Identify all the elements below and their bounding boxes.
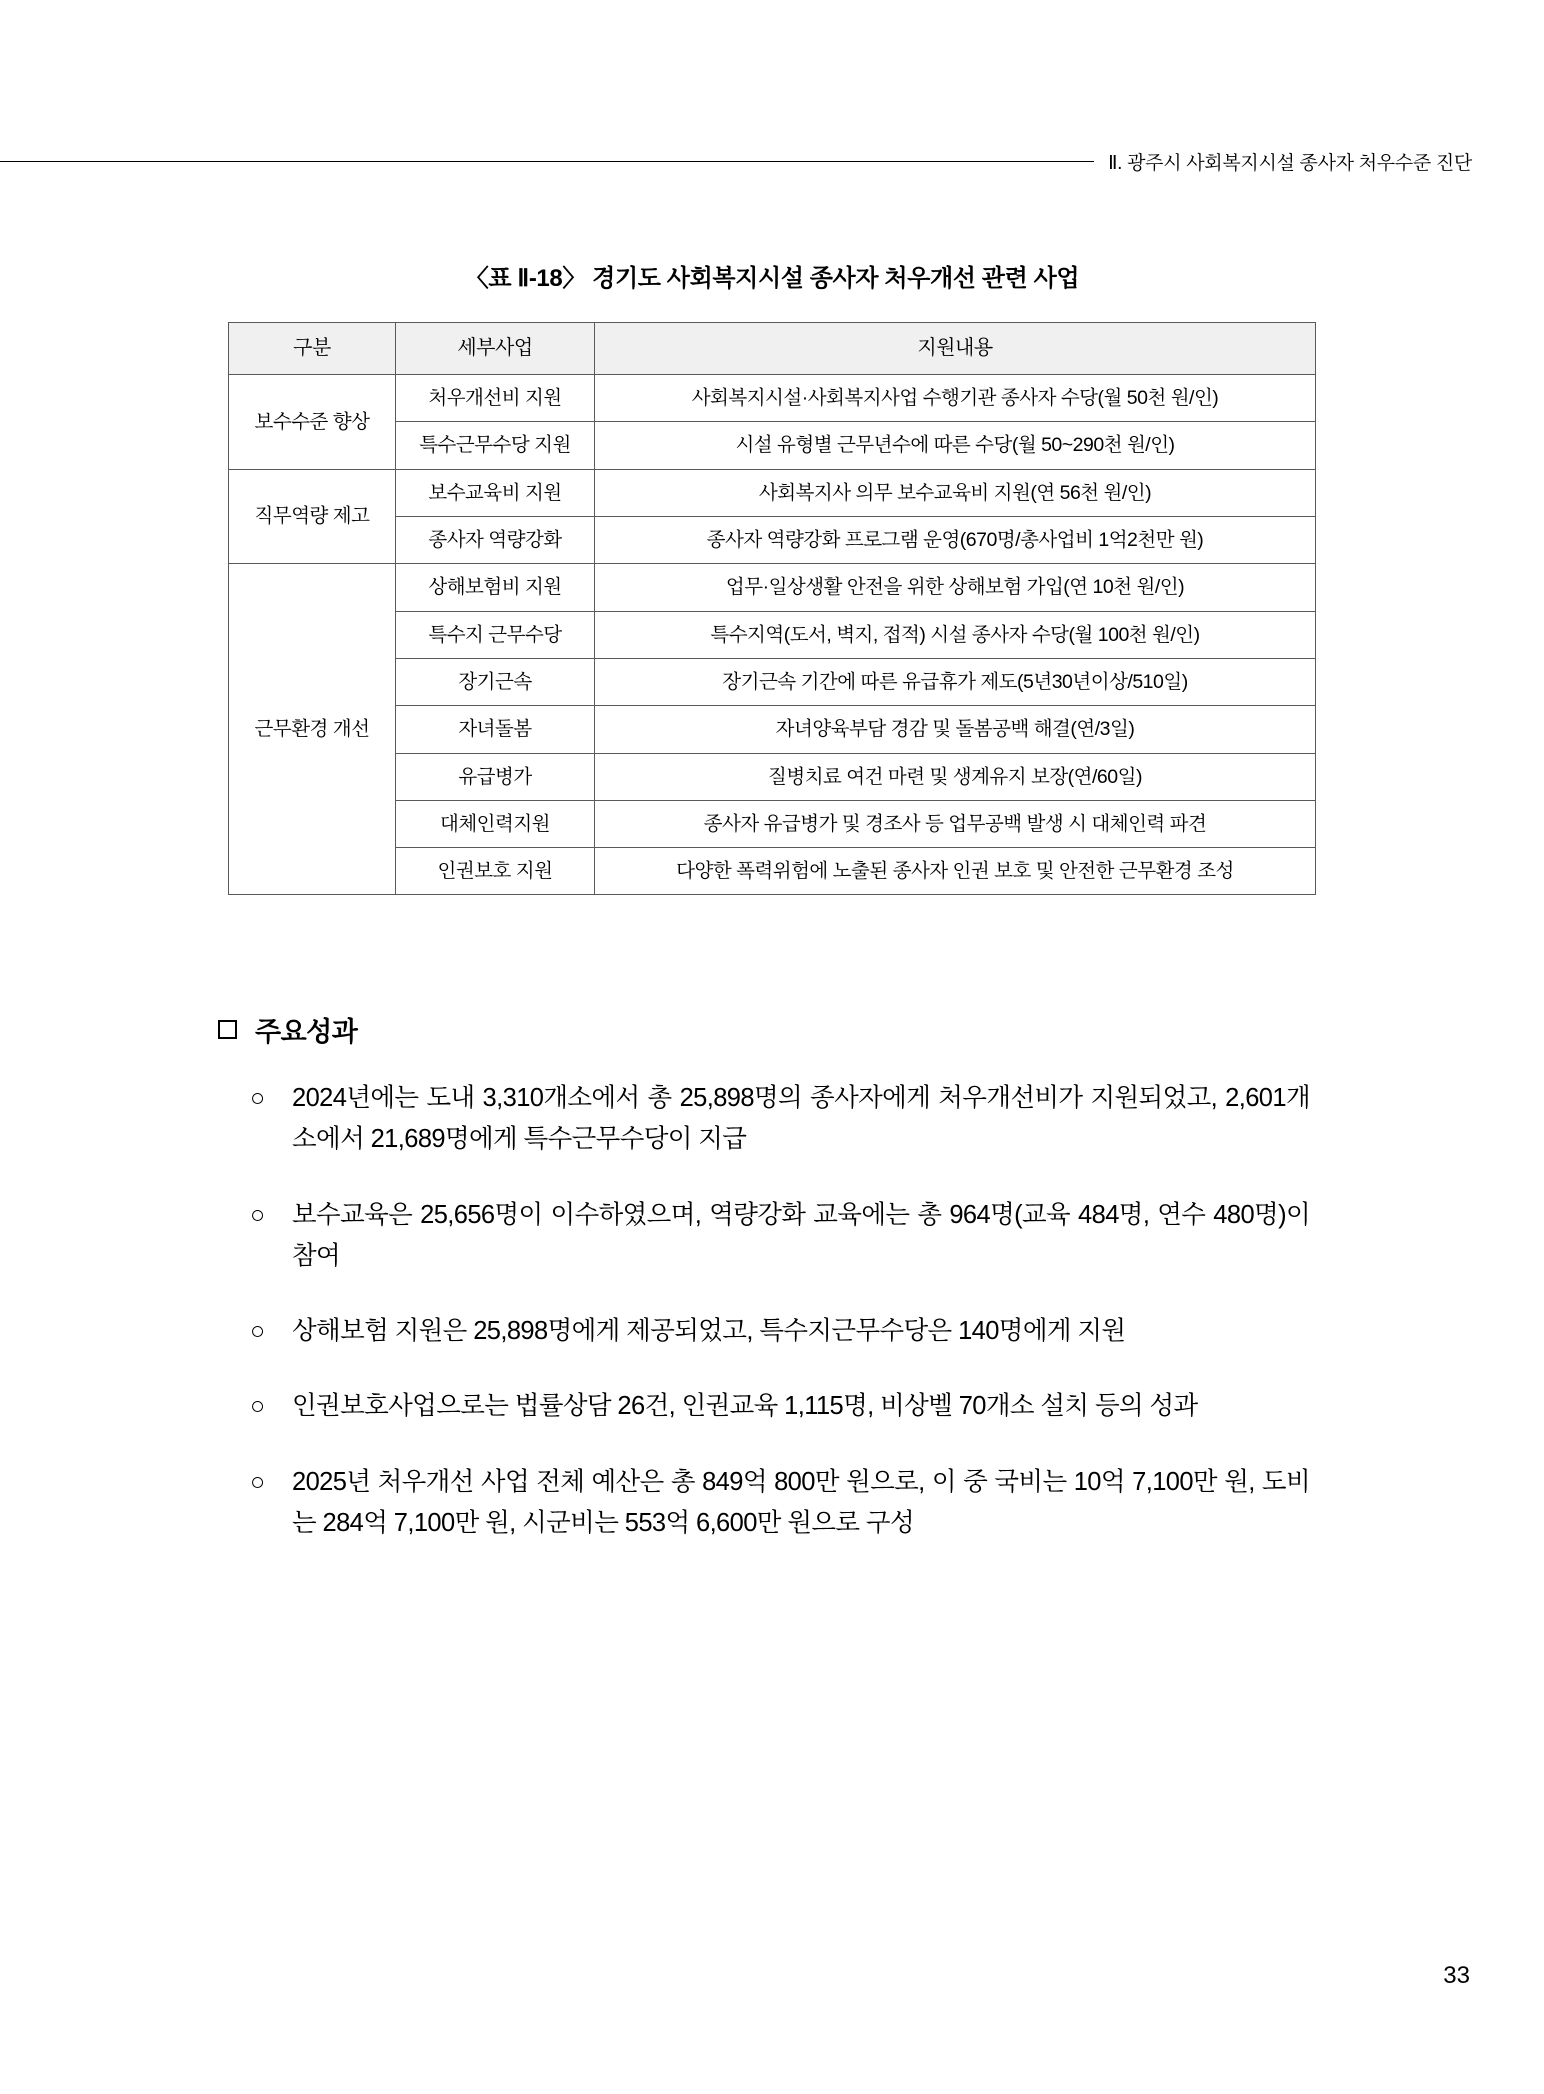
circle-bullet-icon: ○ [250,1392,266,1421]
table-row [229,375,1316,422]
support-detail: 질병치료 여건 마련 및 생계유지 보장(연/60일) [595,753,1316,800]
subprogram-name: 대체인력지원 [396,800,595,847]
support-detail: 사회복지사 의무 보수교육비 지원(연 56천 원/인) [595,469,1316,516]
list-item [250,1078,1310,1161]
section-heading [218,1010,357,1049]
support-detail: 종사자 역량강화 프로그램 운영(670명/총사업비 1억2천만 원) [595,516,1316,563]
table-header-row [229,323,1316,375]
support-detail: 다양한 폭력위험에 노출된 종사자 인권 보호 및 안전한 근무환경 조성 [595,848,1316,895]
group-label: 근무환경 개선 [229,564,396,895]
list-item-text: 보수교육은 25,656명이 이수하였으며, 역량강화 교육에는 총 964명(교육 484명, 연수 480명)이 참여 [292,1200,1310,1270]
list-item [250,1386,1310,1427]
list-item-text: 상해보험 지원은 25,898명에게 제공되었고, 특수지근무수당은 140명에게 지원 [292,1317,1126,1346]
column-header-subprogram: 세부사업 [396,323,595,375]
table-row [229,564,1316,611]
support-detail: 업무·일상생활 안전을 위한 상해보험 가입(연 10천 원/인) [595,564,1316,611]
column-header-support-detail: 지원내용 [595,323,1316,375]
support-detail: 특수지역(도서, 벽지, 접적) 시설 종사자 수당(월 100천 원/인) [595,611,1316,658]
list-item [250,1311,1310,1352]
header-divider [0,161,1094,162]
support-detail: 종사자 유급병가 및 경조사 등 업무공백 발생 시 대체인력 파견 [595,800,1316,847]
subprogram-name: 인권보호 지원 [396,848,595,895]
table-caption: 〈표 Ⅱ-18〉 경기도 사회복지시설 종사자 처우개선 관련 사업 [464,265,1080,292]
group-label: 보수수준 향상 [229,375,396,470]
support-detail: 장기근속 기간에 따른 유급휴가 제도(5년30년이상/510일) [595,658,1316,705]
subprogram-name: 종사자 역량강화 [396,516,595,563]
table-container [228,322,1316,895]
subprogram-name: 유급병가 [396,753,595,800]
circle-bullet-icon: ○ [250,1467,266,1496]
square-bullet-icon [218,1020,237,1039]
subprogram-name: 처우개선비 지원 [396,375,595,422]
subprogram-name: 장기근속 [396,658,595,705]
subprogram-name: 보수교육비 지원 [396,469,595,516]
circle-bullet-icon: ○ [250,1317,266,1346]
list-item-text: 인권보호사업으로는 법률상담 26건, 인권교육 1,115명, 비상벨 70개소 설치 등의 성과 [292,1392,1198,1421]
bullet-list [250,1078,1310,1578]
list-item [250,1195,1310,1278]
list-item-text: 2025년 처우개선 사업 전체 예산은 총 849억 800만 원으로, 이 중 국비는 10억 7,100만 원, 도비는 284억 7,100만 원, 시군비는 553억 6,600만 원으로 구성 [292,1467,1310,1538]
group-label: 직무역량 제고 [229,469,396,564]
support-detail: 사회복지시설·사회복지사업 수행기관 종사자 수당(월 50천 원/인) [595,375,1316,422]
circle-bullet-icon: ○ [250,1084,266,1112]
subprogram-name: 자녀돌봄 [396,706,595,753]
circle-bullet-icon: ○ [250,1200,266,1229]
page-number: 33 [1443,1962,1470,1989]
running-header [0,148,1474,175]
running-head-text: Ⅱ. 광주시 사회복지시설 종사자 처우수준 진단 [1108,153,1472,174]
table-row [229,469,1316,516]
support-program-table [228,322,1316,895]
subprogram-name: 특수지 근무수당 [396,611,595,658]
column-header-category: 구분 [229,323,396,375]
section-heading-label: 주요성과 [255,1017,358,1047]
list-item [250,1462,1310,1545]
list-item-text: 2024년에는 도내 3,310개소에서 총 25,898명의 종사자에게 처우개선비가 지원되었고, 2,601개소에서 21,689명에게 특수근무수당이 지급 [292,1084,1310,1154]
subprogram-name: 상해보험비 지원 [396,564,595,611]
support-detail: 시설 유형별 근무년수에 따른 수당(월 50~290천 원/인) [595,422,1316,469]
support-detail: 자녀양육부담 경감 및 돌봄공백 해결(연/3일) [595,706,1316,753]
subprogram-name: 특수근무수당 지원 [396,422,595,469]
